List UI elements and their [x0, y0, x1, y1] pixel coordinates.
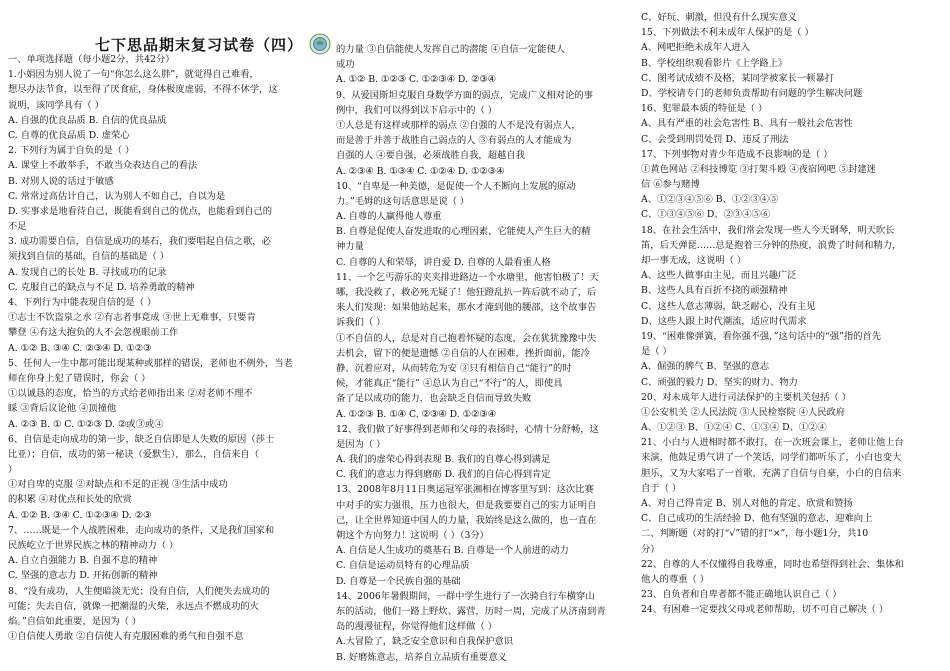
text-line: 己，让全世界知道中国人的力量，我始终是这么做的，也一直在	[336, 514, 597, 526]
text-line: 笛，后天弹琵……总是抱着三分钟的热度，浪费了时间和精力，	[641, 239, 902, 251]
text-line: 1.小娟因为别人说了一句“你怎么这么胖”，就觉得自己难看，	[8, 69, 259, 81]
text-line: 12、我们做了好事得到老师和父母的表扬时，心情十分舒畅，这	[336, 423, 599, 435]
text-line: ①对自卑的克服 ②对缺点和不足的正视 ③生活中成功	[8, 479, 228, 491]
text-line: 民族屹立于世界民族之林的精神动力（ ）	[8, 540, 179, 551]
text-line: 候，才能真正“能行” ④总认为自己“不行”的人，即使具	[336, 378, 563, 390]
text-line: C、①③④⑤⑥ D、②③④⑤⑥	[641, 209, 771, 221]
text-line: A. ①② B. ③④ C. ②③④ D. ①②③	[8, 342, 152, 354]
text-line: 7、……既是一个人战胜困难，走向成功的条件，又是我们国家和	[8, 524, 275, 536]
text-line: A、这些人做事由主见，而且兴趣广泛	[641, 270, 797, 282]
text-line: 想尽办法节食，以至得了厌食症，身体极度虚弱，不得不休学，这	[8, 84, 278, 96]
text-line: D、学校请专门的老师负责帮助有问题的学生解决问题	[641, 87, 863, 99]
text-line: 5、任何人一生中都可能出现某种或那样的错误，老师也不例外，当老	[8, 357, 293, 369]
text-line: 2. 下列行为属于自负的是（ ）	[8, 145, 135, 157]
text-line: 19、“困难像弹簧，看你强不强，”这句话中的“强”指的首先	[641, 330, 882, 342]
text-line: A. 我们的虚荣心得到表现 B. 我们的自尊心得到满足	[336, 454, 551, 466]
column-middle	[336, 42, 633, 665]
text-line: 21、小白与人进相时都不敢打，在一次班会课上，老师让他上台	[641, 437, 904, 449]
text-line: C. 我们的意志力得到磨砺 D. 我们的自信心得到肯定	[336, 469, 551, 481]
text-line: C. 自尊的人和荣辱，讲自爱 D. 自尊的人最看重人格	[336, 256, 551, 268]
text-line: 胆乐，又为大家唱了一首歌，充满了自信与自豪，小白的自信来	[641, 467, 902, 479]
text-line: A. 自尊的人赢得他人尊重	[336, 211, 442, 223]
text-line: 岛的漫漫征程，你觉得他们这样做（ ）	[336, 621, 498, 633]
text-line: 比亚）；自信，成功的第一秘诀（爱默生），那么，自信来自（	[8, 448, 260, 460]
text-line: 静、沉着应对，从而转危为安 ③只有相信自己“能行”的时	[336, 362, 572, 374]
text-line: 说明，该同学具有（ ）	[8, 99, 104, 111]
text-line: 22、自尊的人不仅懂得自我尊重，同时也希望得到社会、集体和	[641, 558, 904, 570]
text-line: A. ①② B. ③④ C. ①②③④ D. ②③	[8, 509, 152, 521]
text-line: 诉我们（ ）	[336, 317, 386, 329]
text-line: 17、下列事物对青少年造成不良影响的是（ ）	[641, 148, 833, 160]
text-line: ①志士不饮盗泉之水 ②有志者事竟成 ③世上无难事，只要肯	[8, 312, 256, 324]
text-line: 是因为（ ）	[336, 438, 386, 450]
text-line: C、这些人意志薄弱，缺乏耐心，没有主见	[641, 300, 816, 312]
text-line: 备了足以成功的能力，也会缺乏自信而导致失败	[336, 393, 532, 405]
text-line: C. 自尊的优良品质 D. 虚荣心	[8, 129, 130, 141]
text-line: 24、有困难一定要找父母或老师帮助，切不可自己解决（ ）	[641, 604, 889, 616]
text-line: 却一事无成，这说明（ ）	[641, 255, 747, 266]
text-line: C. 克服自己的缺点与不足 D. 培养勇敢的精神	[8, 281, 195, 293]
text-line: A. ①②③ B. ①④ C. ②③④ D. ①②③④	[336, 408, 496, 420]
text-line: A. 发现自己的长处 B. 寻找成功的记录	[8, 266, 167, 278]
text-line: ）	[8, 464, 18, 476]
text-line: 11、一个乞丐游乐的夹夹排进路边一个水塘里，他害怕极了！天	[336, 271, 599, 283]
text-line: 的力量 ③自信能使人发挥自己的潜能 ④自信一定能使人	[336, 44, 566, 55]
text-line: A. 自信是人生成功的奠基石 B. 自尊是一个人前进的动力	[336, 545, 569, 557]
text-line: 3. 成功需要自信，自信是成功的基石，我们要唱起自信之歌，必	[8, 236, 271, 248]
text-line: 14、2006年暑假期间，一群中学生进行了一次骑自行车横穿山	[336, 590, 595, 602]
text-line: ①以诚恳的态度，恰当的方式给老师指出来 ②对老师不理不	[8, 388, 253, 400]
column-left	[8, 52, 308, 644]
text-line: ①人总是有这样或那样的弱点 ②自强的人不是没有弱点人，	[336, 119, 581, 131]
text-line: 来演，他鼓足勇气讲了一个笑话，同学们都听乐了，小白也变大	[641, 452, 902, 464]
text-line: A、①②③④⑤⑥ B、①②③④⑤	[641, 194, 779, 206]
text-line: 4、下列行为中能表现自信的是（ ）	[8, 297, 157, 308]
text-line: 6、自信是走向成功的第一步，缺乏自信即是人失败的原因（莎士	[8, 433, 275, 445]
text-line: 自强的人 ④要自强，必须战胜自我，超越自我	[336, 150, 525, 162]
text-line: D. 实事求是地看待自己，既能看到自己的优点，也能看到自己的	[8, 205, 273, 217]
text-line: ①公安机关 ②人民法院 ③人民检察院 ④人民政府	[641, 406, 846, 418]
text-line: 焰。”自信如此重要，是因为（ ）	[8, 615, 142, 627]
text-line: 可能；失去自信，就像一把潮湿的火柴，永远点不燃成功的火	[8, 600, 260, 612]
text-line: 来人们发现：如果他站起来，那水才淹到他的腰部，这个故事告	[336, 302, 597, 314]
text-line: 信 ⑥参与赌博	[641, 179, 700, 191]
text-line: B. 对别人说的话过于敏感	[8, 175, 114, 187]
page-title: 七下思品期末复习试卷（四）	[95, 35, 304, 54]
text-line: 不足	[8, 221, 27, 233]
text-line: 9、从爱国斯坦克服自身数学方面的弱点，完成广义相对论的事	[336, 89, 593, 101]
text-line: C. 坚强的意志力 D. 开拓创新的精神	[8, 570, 158, 582]
text-line: C、顽强的毅力 D、坚实的财力、物力	[641, 376, 798, 388]
text-line: 神力量	[336, 241, 364, 253]
text-line: 的积累 ④对优点和长处的欣赏	[8, 494, 132, 506]
text-line: A、倔强的脾气 B、坚强的意志	[641, 361, 770, 373]
text-line: A、网吧拒绝未成年人进入	[641, 42, 750, 54]
text-line: D. 自尊是一个民族自强的基础	[336, 575, 461, 587]
text-line: C. 常常过高估计自己，认为别人不如自己，自以为是	[8, 190, 226, 202]
text-line: 13、2008年8月11日奥运冠军张湘相在博客里写到：这次比赛	[336, 484, 594, 496]
text-line: C、好玩、刺激，但没有什么现实意义	[641, 12, 797, 23]
text-line: 18、在社会生活中，我们常会发现一些人今天钢琴，明天吹长	[641, 224, 895, 236]
text-line: C、自己成功的生活经验 D、他有坚强的意志，迎难向上	[641, 513, 873, 525]
text-line: 自于（ ）	[641, 482, 682, 494]
text-line: 是（ ）	[641, 346, 672, 358]
emblem-icon	[309, 33, 331, 55]
text-line: C、会受到刑罚处罚 D、违反了刑法	[641, 133, 789, 145]
text-line: 须找到自信的基础，自信的基础是（ ）	[8, 251, 170, 263]
text-line: 二、判断题（对的打“√”错的打“×”，每小题1分，共10	[641, 528, 869, 540]
text-line: ①自信使人勇敢 ②自信使人有克服困难的勇气和自强不息	[8, 631, 244, 643]
text-line: B. 好磨炼意志，培养自立品质有重要意义	[336, 651, 507, 663]
text-line: 去机会，留下的便是遗憾 ②自信的人在困难，挫折面前，能冷	[336, 347, 590, 359]
text-line: B、这些人具有百折不挠的顽强精神	[641, 285, 788, 297]
text-line: 他人的尊重（ ）	[641, 573, 710, 585]
text-line: ①不自信的人，总是对自己抱着怀疑的态度，会在犹犹豫豫中失	[336, 332, 597, 344]
text-line: 朝这个方向努力！这说明（ ）（3分）	[336, 530, 489, 541]
text-line: 力。”毛姆的这句话意思是说（ ）	[336, 195, 470, 207]
text-line: 成功	[336, 59, 355, 71]
text-line: 东的活动，他们一路上野炊、露营，历时一周，完成了从济南到青	[336, 605, 606, 617]
text-line: A. 自立自强能力 B. 自强不息的精神	[8, 555, 158, 567]
text-line: A. ②③ B. ① C. ①②③ D. ②或③或④	[8, 418, 164, 430]
text-line: 分）	[641, 543, 660, 555]
text-line: A. 自强的优良品质 B. 自信的优良品质	[8, 114, 167, 126]
text-line: 16、犯罪最本质的特征是（ ）	[641, 103, 768, 115]
text-line: 23、自负者和自卑者都不能正确地认识自己（ ）	[641, 589, 842, 601]
text-line: A、对自己得肯定 B、别人对他的肯定、欣赏和赞扬	[641, 498, 853, 509]
text-line: B、学校组织观看影片《上学路上》	[641, 57, 788, 69]
text-line: 8、“没有成功，人生便暗淡无光；没有自信，人们便失去成功的	[8, 585, 270, 597]
text-line: 攀登 ④有这大抱负的人不会忽视眼前工作	[8, 327, 179, 339]
text-line: A、具有严重的社会危害性 B、具有一般社会危害性	[641, 118, 853, 130]
text-line: A.大冒险了，缺乏安全意识和自我保护意识	[336, 636, 514, 648]
text-line: 20、对未成年人进行司法保护的主要机关包括（ ）	[641, 391, 852, 403]
text-line: 睬 ③背后议论他 ④顶撞他	[8, 403, 117, 415]
text-line: 一、单项选择题（每小题2分，共42分）	[8, 54, 175, 65]
text-line: 15、下列做法不利未成年人保护的是（ ）	[641, 27, 814, 39]
text-line: 例中，我们可以得到以下启示中的（ ）	[336, 104, 498, 116]
text-line: ①黄色网站 ②科技博览 ③打架斗殴 ④夜宿网吧 ⑤封建迷	[641, 163, 876, 175]
text-line: B. 自尊是促使人奋发进取的心理因素，它能使人产生巨大的精	[336, 226, 591, 238]
text-line: 而是善于并善于战胜自己弱点的人 ③有弱点的人才能成为	[336, 135, 572, 147]
text-line: 10、“自卑是一种美德，是促使一个人不断向上发展的原动	[336, 180, 576, 192]
text-line: A、①②③ B、①②④ C、①③④ D、①②④	[641, 422, 827, 434]
text-line: A. ②③④ B. ①③④ C. ①②④ D. ①②③④	[336, 165, 505, 177]
text-line: D、这些人跟上时代潮流，适应时代需求	[641, 315, 807, 327]
text-line: 中对手的实力强很，压力也很大，但是我要要自己的实力证明自	[336, 499, 597, 511]
text-line: A. 课堂上不敢举手，不敢当众表达自己的看法	[8, 160, 198, 172]
text-line: C. 自信是运动员特有的心理品质	[336, 560, 470, 572]
text-line: 师在你身上犯了错误时，你会（ ）	[8, 372, 151, 384]
column-right	[641, 10, 941, 618]
text-line: A. ①② B. ①②③ C. ①②③④ D. ②③④	[336, 74, 496, 86]
text-line: C、图考试成绩不及格，某同学被家长一顿暴打	[641, 72, 835, 84]
text-line: 哪，我没救了，救必死无疑了！他狂蹬乱扒一阵后就不动了，后	[336, 287, 597, 298]
